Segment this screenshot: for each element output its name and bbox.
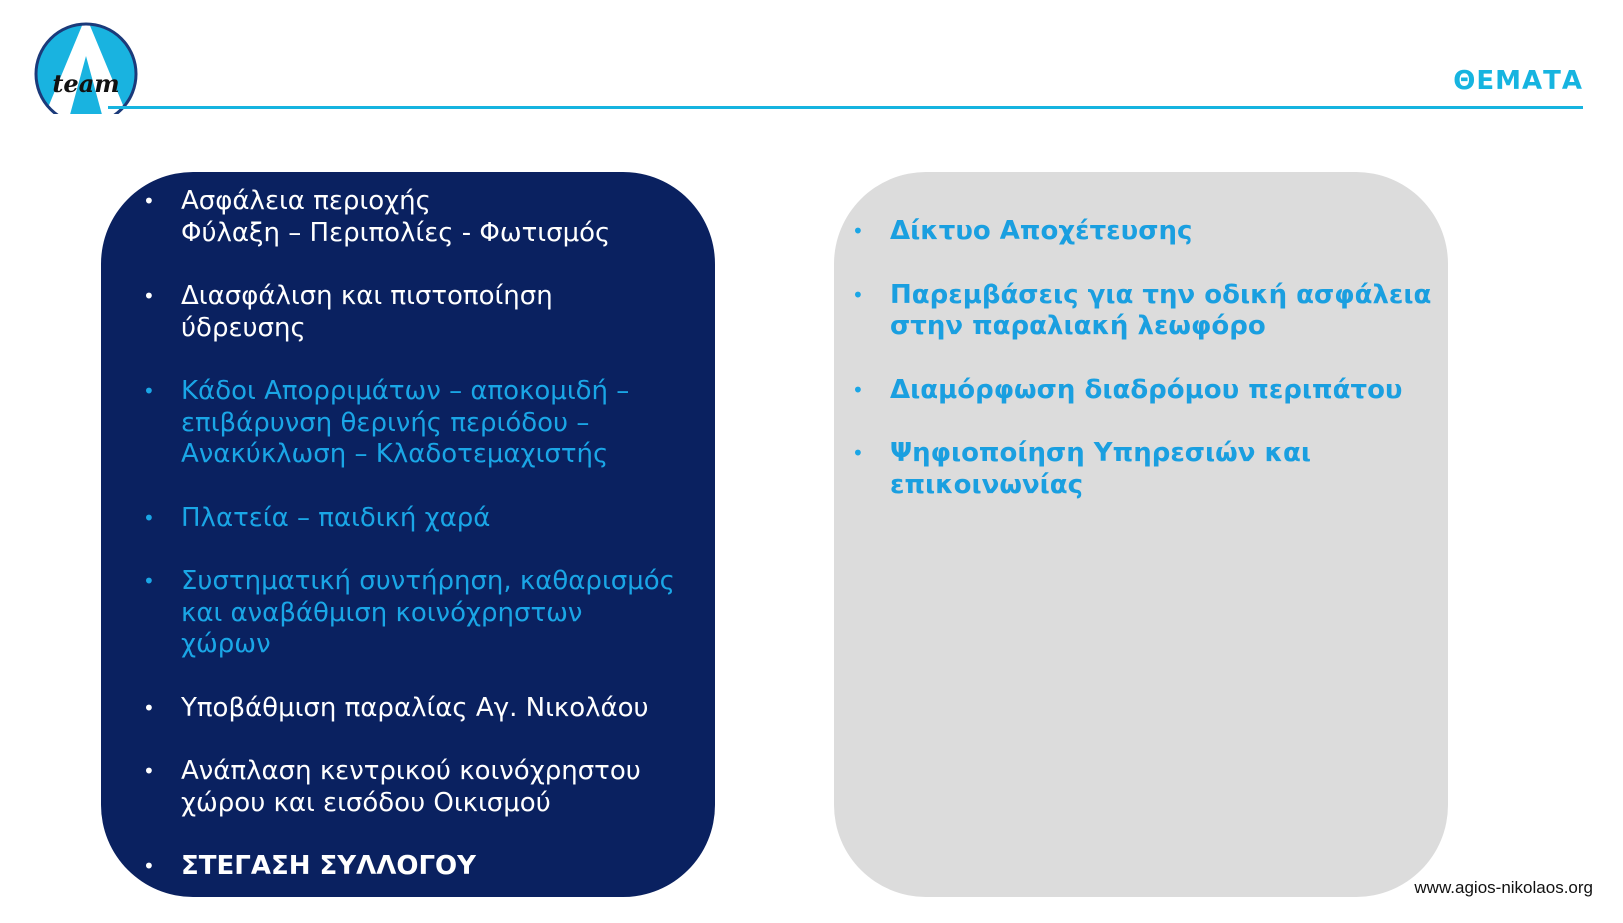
bullet-icon: • (143, 759, 155, 783)
left-panel-item-line: επιβάρυνση θερινής περιόδου – (181, 407, 590, 438)
left-panel-item-line: Ανάπλαση κεντρικού κοινόχρηστου (181, 756, 641, 786)
page-title: ΘΕΜΑΤΑ (1453, 66, 1583, 96)
left-panel-item-line: χώρων (181, 629, 271, 659)
bullet-icon: • (852, 282, 864, 307)
left-panel-item (139, 186, 699, 249)
right-panel-item (848, 375, 1448, 407)
left-panel-item (139, 566, 699, 661)
left-panel-item-line: ύδρευσης (181, 312, 306, 343)
right-panel-item (848, 438, 1448, 501)
left-panel-item (139, 281, 699, 344)
bullet-icon: • (143, 379, 155, 403)
left-panel-item-line: Διασφάλιση και πιστοποίηση (181, 281, 553, 311)
right-panel-item-line: στην παραλιακή λεωφόρο (890, 311, 1266, 341)
bullet-icon: • (143, 284, 155, 308)
left-panel-item-line: Φύλαξη – Περιπολίες - Φωτισμός (181, 217, 611, 248)
bullet-icon: • (143, 695, 155, 720)
right-panel-item (848, 280, 1448, 343)
right-panel-item-line: επικοινωνίας (890, 469, 1084, 500)
left-panel-item-line: Υποβάθμιση παραλίας Αγ. Νικολάου (181, 692, 649, 723)
left-panel-item (139, 756, 699, 819)
bullet-icon: • (143, 569, 155, 593)
bullet-icon: • (852, 219, 864, 243)
right-panel-item (848, 216, 1448, 248)
right-panel-item-line: Ψηφιοποίηση Υπηρεσιών και (890, 438, 1312, 468)
left-panel-item-line: Ασφάλεια περιοχής (181, 186, 431, 216)
right-panel-item-line: Παρεμβάσεις για την οδική ασφάλεια (890, 279, 1432, 310)
right-topics-panel (834, 172, 1448, 897)
left-topics-panel (101, 172, 715, 897)
left-topics-list (139, 186, 699, 915)
left-panel-item-line: Ανακύκλωση – Κλαδοτεμαχιστής (181, 439, 609, 469)
bullet-icon: • (143, 189, 155, 213)
right-panel-item-line: Διαμόρφωση διαδρόμου περιπάτου (890, 374, 1403, 405)
left-panel-item-line: Συστηματική συντήρηση, καθαρισμός (181, 566, 675, 596)
right-panel-item-line: Δίκτυο Αποχέτευσης (890, 216, 1193, 246)
right-topics-list (848, 216, 1448, 533)
bullet-icon: • (143, 505, 155, 530)
left-panel-item (139, 503, 699, 535)
bullet-icon: • (852, 377, 864, 402)
left-panel-item (139, 851, 699, 883)
left-panel-item-line: και αναβάθμιση κοινόχρηστων (181, 597, 583, 628)
a-team-logo (30, 22, 146, 114)
left-panel-item-line: χώρου και εισόδου Οικισμού (181, 787, 551, 818)
bullet-icon: • (852, 441, 864, 465)
left-panel-item (139, 693, 699, 725)
bullet-icon: • (143, 854, 155, 878)
header-divider (108, 106, 1583, 109)
left-panel-item-line: Πλατεία – παιδική χαρά (181, 502, 491, 533)
left-panel-item-line: ΣΤΕΓΑΣΗ ΣΥΛΛΟΓΟΥ (181, 851, 476, 881)
left-panel-item (139, 376, 699, 471)
left-panel-item-line: Κάδοι Απορριμάτων – αποκομιδή – (181, 376, 630, 406)
footer-url: www.agios-nikolaos.org (1414, 878, 1593, 897)
logo-text: team (52, 69, 120, 98)
